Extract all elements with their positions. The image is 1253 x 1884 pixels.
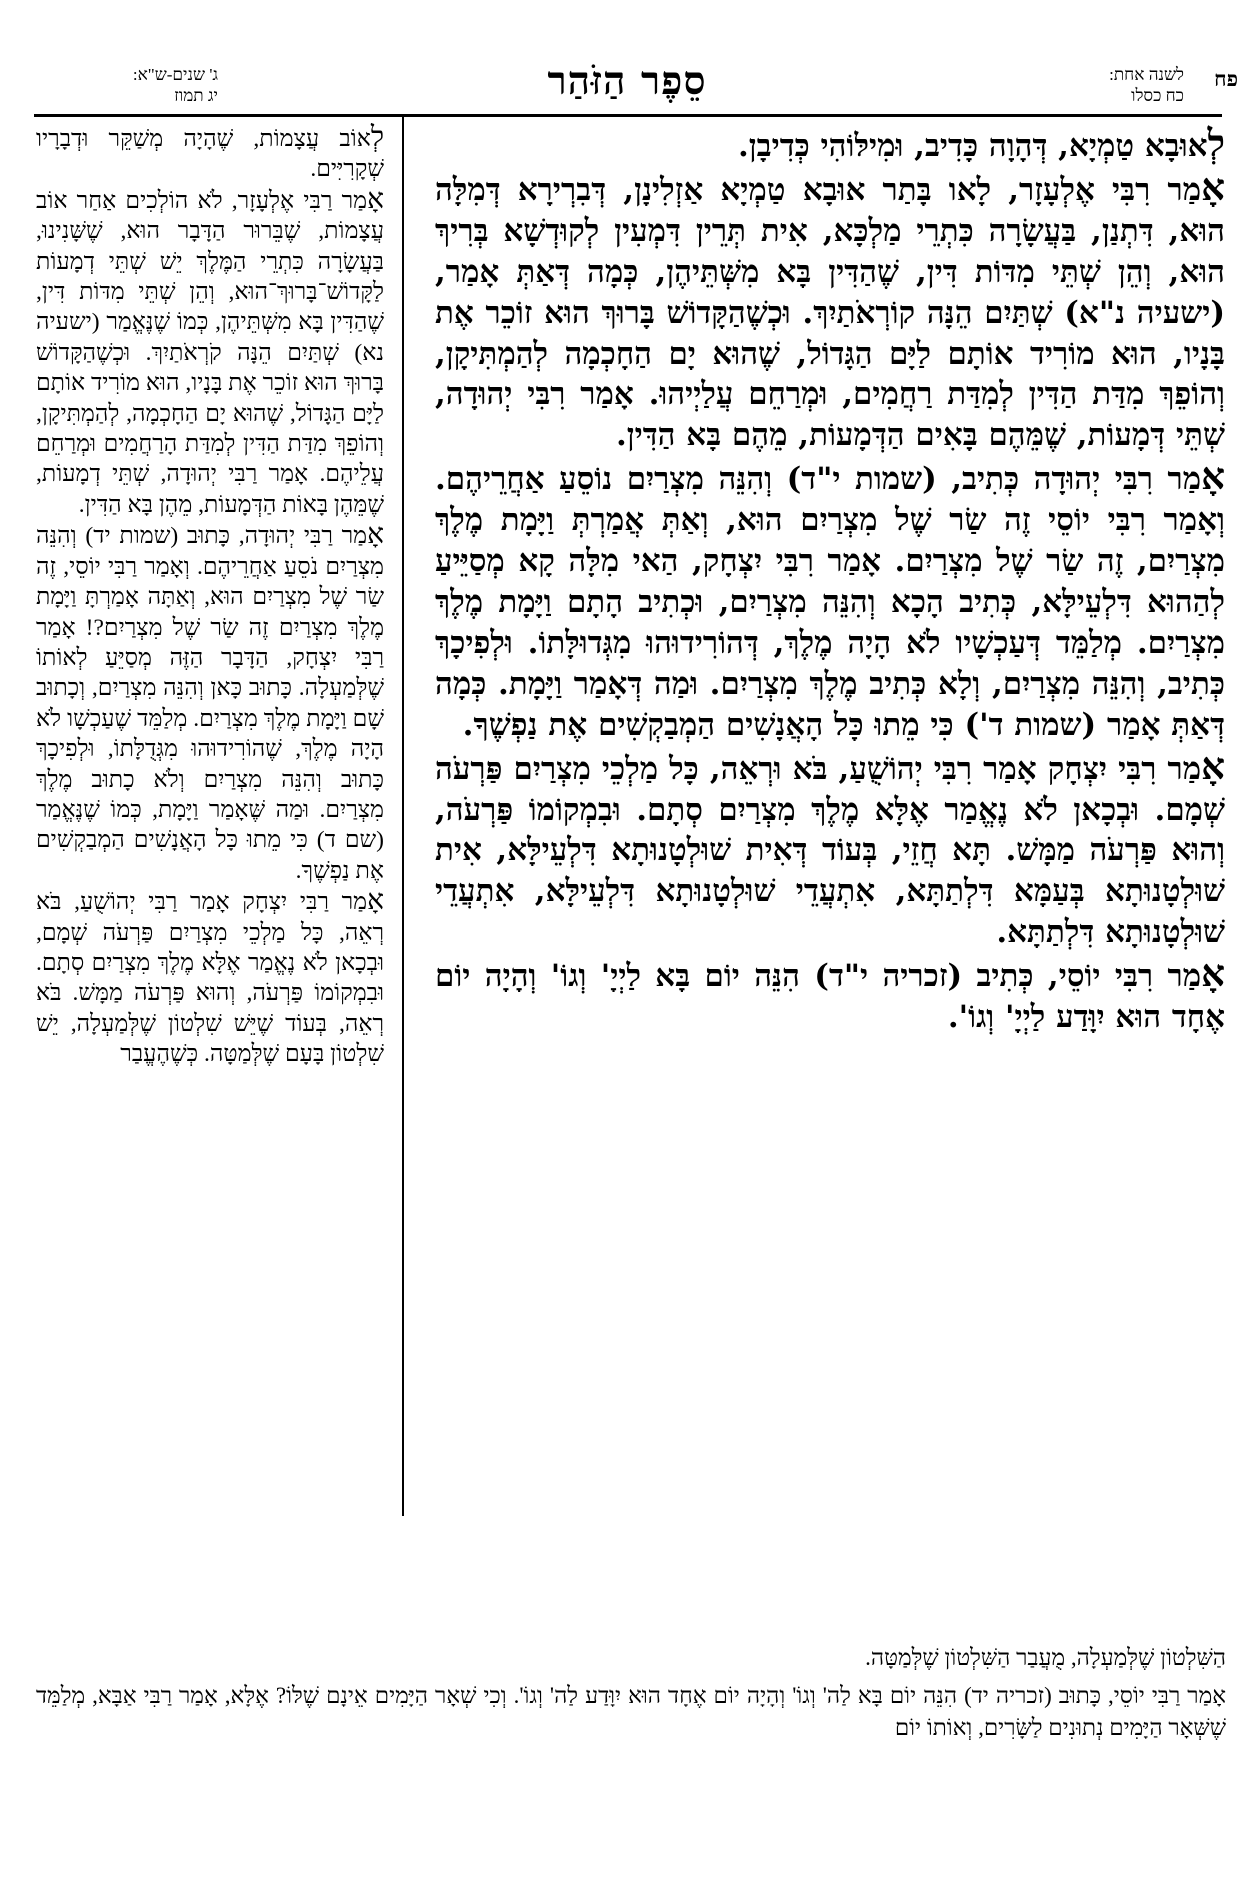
column-divider — [402, 116, 404, 1516]
bottom-translation-paragraph: אָמַר רַבִּי יוֹסֵי, כָּתוּב (זכריה יד) הִנֵּה יוֹם בָּא לַה' וְגוֹ' וְהָיָה יוֹם אֶחָד הוּא יִוָּדַע לַה' וְגוֹ'. וְכִי שְׁאָר הַיָּמִים אֵינָם שֶׁלּוֹ? אֶלָּא, אָמַר רַבִּי אַבָּא, מְלַמֵּד שֶׁשְּׁאָר הַיָּמִים נְתוּנִים לַשָּׂרִים, וְאוֹתוֹ יוֹם — [36, 1683, 1226, 1740]
page-number: פח — [1214, 66, 1238, 91]
book-title: סֵפֶר הַזֹּהַר — [547, 58, 707, 104]
schedule-one-year-date: כח כסלו — [1131, 86, 1184, 105]
main-paragraph: אָמַר רִבִּי יִצְחָק אָמַר רִבִּי יְהוֹשֻׁעַ, בֹּא וּרְאֵה, כָּל מַלְכֵי מִצְרַיִם פַּרְעֹה שְׁמָם. וּבְכָאן לֹא נֶאֱמַר אֶלָּא מֶלֶךְ מִצְרַיִם סְתָם. וּבִמְקוֹמוֹ פַּרְעֹה, וְהוּא פַּרְעֹה מַמָּשׁ. תָּא חֲזֵי, בְּעוֹד דְּאִית שׁוּלְטָנוּתָא דִּלְעֵילָּא, אִית שׁוּלְטָנוּתָא בְּעַמָּא דִּלְתַתָּא, אִתְעֲדֵי שׁוּלְטָנוּתָא דִּלְעֵילָּא, אִתְעֲדֵי שׁוּלְטָנוּתָא דִּלְתַתָּא. — [435, 743, 1225, 951]
schedule-one-year-label: לשנה אחת: — [1109, 65, 1184, 84]
main-paragraph: לְאוּבָא טַמְיָא, דְּהָוָה כָּדִיב, וּמִילּוֹהִי כְּדִיבָן. — [737, 123, 1225, 165]
header-rule — [34, 114, 1222, 117]
translation-paragraph: אָמַר רַבִּי יִצְחָק אָמַר רַבִּי יְהוֹשֻׁעַ, בֹּא רְאֵה, כָּל מַלְכֵי מִצְרַיִם פַּרְעֹה שְׁמָם, וּבְכָאן לֹא נֶאֱמַר אֶלָּא מֶלֶךְ מִצְרַיִם סְתָם. וּבִמְקוֹמוֹ פַּרְעֹה, וְהוּא פַּרְעֹה מַמָּשׁ. בֹּא רְאֵה, בְּעוֹד שֶׁיֵּשׁ שִׁלְטוֹן שֶׁלְּמַעְלָה, יֵשׁ שִׁלְטוֹן בָּעָם שֶׁלְּמַטָּה. כְּשֶׁהֶעֱבַר — [36, 885, 384, 1068]
translation-paragraph: לְאוֹב עֲצָמוֹת, שֶׁהָיָה מְשַׁקֵּר וּדְבָרָיו שְׁקָרִיִּים. — [36, 123, 384, 183]
schedule-three-years — [38, 64, 218, 106]
schedule-three-years-date: יג תמוז — [174, 86, 218, 105]
main-paragraph: אָמַר רִבִּי יְהוּדָה כְּתִיב, (שמות י"ד) וְהִנֵּה מִצְרַיִם נוֹסֵעַ אַחֲרֵיהֶם. וְאָמַר רִבִּי יוֹסֵי זֶה שַׂר שֶׁל מִצְרַיִם הוּא, וְאַתְּ אֲמַרְתְּ וַיָּמָת מֶלֶךְ מִצְרַיִם, זֶה שַׂר שֶׁל מִצְרַיִם. אָמַר רִבִּי יִצְחָק, הַאי מִלָּה קָא מְסַיֵּיעַ לְהַהוּא דִּלְעֵילָּא, כְּתִיב הָכָא וְהִנֵּה מִצְרַיִם, וּכְתִיב הָתָם וַיָּמָת מֶלֶךְ מִצְרַיִם. מְלַמֵּד דְּעַכְשָׁיו לֹא הָיָה מֶלֶךְ, דְּהוֹרִידוּהוּ מִגְּדוּלָּתוֹ. וּלְפִיכָךְ כְּתִיב, וְהִנֵּה מִצְרַיִם, וְלָא כְּתִיב מֶלֶךְ מִצְרַיִם. וּמַה דְּאָמַר וַיָּמָת. כְּמָה דְּאַתְּ אָמַר (שמות ד') כִּי מֵתוּ כָּל הָאֲנָשִׁים הַמְבַקְשִׁים אֶת נַפְשֶׁךָ. — [435, 454, 1225, 743]
translation-continuation: הַשִּׁלְטוֹן שֶׁלְּמַעְלָה, מֻעֲבַר הַשִּׁלְטוֹן שֶׁלְּמַטָּה. — [865, 1645, 1226, 1670]
main-aramaic-column — [435, 123, 1225, 1528]
translation-column — [36, 123, 384, 1528]
main-paragraph: אָמַר רִבִּי אֶלְעָזָר, לָאו בָּתַר אוּבָא טַמְיָא אַזְלִינָן, דְּבִרְירָא דְּמִלָּה הוּא, דִּתְנַן, בַּעֲשָׂרָה כִּתְרֵי מַלְכָּא, אִית תְּרֵין דִּמְעִין לְקוּדְשָׁא בְּרִיךְ הוּא, וְהֵן שְׁתֵּי מִדּוֹת דִּין, שֶׁהַדִּין בָּא מִשְּׁתֵּיהֶן, כְּמָה דְּאַתְּ אָמַר, (ישעיה נ"א) שְׁתַּיִם הֵנָּה קוֹרְאֹתַיִךְ. וּכְשֶׁהַקָּדוֹשׁ בָּרוּךְ הוּא זוֹכֵר אֶת בָּנָיו, הוּא מוֹרִיד אוֹתָם לַיָּם הַגָּדוֹל, שֶׁהוּא יָם הַחָכְמָה לְהַמְתִּיקָן, וְהוֹפֵךְ מִדַּת הַדִּין לְמִדַּת רַחֲמִים, וּמְרַחֵם עֲלַיְיהוּ. אָמַר רִבִּי יְהוּדָה, שְׁתֵּי דְּמָעוֹת, שֶׁמֵּהֶם בָּאִים הַדְּמָעוֹת, מֵהֶם בָּא הַדִּין. — [435, 164, 1225, 454]
translation-paragraph: אָמַר רַבִּי יְהוּדָה, כָּתוּב (שמות יד) וְהִנֵּה מִצְרַיִם נֹסֵעַ אַחֲרֵיהֶם. וְאָמַר רַבִּי יוֹסֵי, זֶה שַׂר שֶׁל מִצְרַיִם הוּא, וְאַתָּה אָמַרְתָּ וַיָּמָת מֶלֶךְ מִצְרַיִם זֶה שַׂר שֶׁל מִצְרַיִם?! אָמַר רַבִּי יִצְחָק, הַדָּבָר הַזֶּה מְסַיֵּעַ לְאוֹתוֹ שֶׁלְּמַעְלָה. כָּתוּב כָּאן וְהִנֵּה מִצְרַיִם, וְכָתוּב שָׁם וַיָּמָת מֶלֶךְ מִצְרַיִם. מְלַמֵּד שֶׁעַכְשָׁו לֹא הָיָה מֶלֶךְ, שֶׁהוֹרִידוּהוּ מִגְּדֻלָּתוֹ, וּלְפִיכָךְ כָּתוּב וְהִנֵּה מִצְרַיִם וְלֹא כָתוּב מֶלֶךְ מִצְרַיִם. וּמַה שֶּׁאָמַר וַיָּמָת, כְּמוֹ שֶׁנֶּאֱמַר (שם ד) כִּי מֵתוּ כָּל הָאֲנָשִׁים הַמְבַקְשִׁים אֶת נַפְשֶׁךָ. — [36, 519, 384, 884]
page-header — [38, 58, 1238, 110]
translation-paragraph: אָמַר רַבִּי אֶלְעָזָר, לֹא הוֹלְכִים אַחַר אוֹב עֲצָמוֹת, שֶׁבֵּרוּר הַדָּבָר הוּא, שֶׁשָּׁנִינוּ, בַּעֲשָׂרָה כִּתְרֵי הַמֶּלֶךְ יֵשׁ שְׁתֵּי דְמָעוֹת לַקָּדוֹשׁ־בָּרוּךְ־הוּא, וְהֵן שְׁתֵּי מִדּוֹת דִּין, שֶׁהַדִּין בָּא מִשְּׁתֵּיהֶן, כְּמוֹ שֶׁנֶּאֱמַר (ישעיה נא) שְׁתַּיִם הֵנָּה קֹרְאֹתַיִךְ. וּכְשֶׁהַקָּדוֹשׁ בָּרוּךְ הוּא זוֹכֵר אֶת בָּנָיו, הוּא מוֹרִיד אוֹתָם לַיָּם הַגָּדוֹל, שֶׁהוּא יָם הַחָכְמָה, לְהַמְתִּיקָן, וְהוֹפֵךְ מִדַּת הַדִּין לְמִדַּת הָרַחֲמִים וּמְרַחֵם עֲלֵיהֶם. אָמַר רַבִּי יְהוּדָה, שְׁתֵּי דְמָעוֹת, שֶׁמֵּהֶן בָּאוֹת הַדְּמָעוֹת, מֵהֶן בָּא הַדִּין. — [36, 183, 384, 518]
main-paragraph: אָמַר רִבִּי יוֹסֵי, כְּתִיב (זכריה י"ד) הִנֵּה יוֹם בָּא לַיְיָ' וְגוֹ' וְהָיָה יוֹם אֶחָד הוּא יִוָּדַע לַיְיָ' וְגוֹ'. — [435, 951, 1225, 1036]
schedule-three-years-label: ג' שנים-ש"א: — [132, 65, 218, 84]
